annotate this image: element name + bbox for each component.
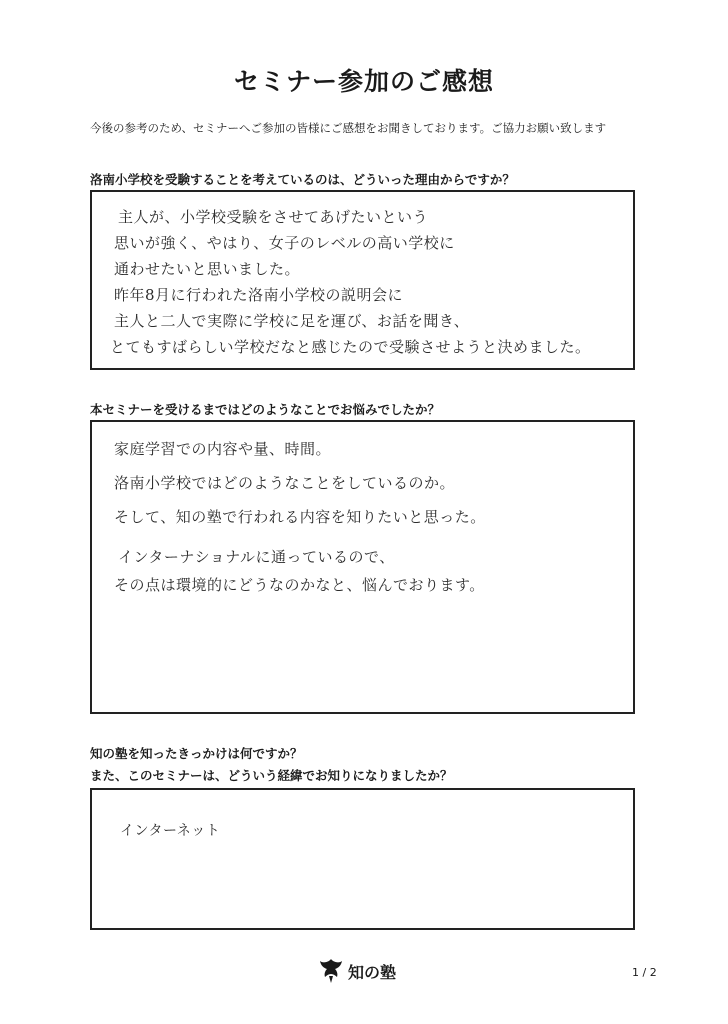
page-number: 1 / 2 <box>632 966 657 979</box>
answer-1-line-1: 主人が、小学校受験をさせてあげたいという <box>118 208 429 226</box>
answer-2-line-3: そして、知の塾で行われる内容を知りたいと思った。 <box>114 508 486 526</box>
logo-name: 知の塾 <box>348 962 397 982</box>
answer-2-line-4: インターナショナルに通っているので、 <box>118 548 395 566</box>
answer-1-line-5: 主人と二人で実際に学校に足を運び、お話を聞き、 <box>114 312 470 330</box>
answer-box-3[interactable] <box>90 788 635 930</box>
answer-1-line-4: 昨年8月に行われた洛南小学校の説明会に <box>114 286 404 304</box>
question-1-label: 洛南小学校を受験することを考えているのは、どういった理由からですか？ <box>90 172 515 187</box>
answer-2-line-2: 洛南小学校ではどのようなことをしているのか。 <box>114 474 456 492</box>
answer-1-line-3: 通わせたいと思いました。 <box>114 260 301 278</box>
answer-box-1[interactable] <box>90 190 635 370</box>
intro-text: 今後の参考のため、セミナーへご参加の皆様にご感想をお聞きしております。ご協力お願い致します <box>90 121 607 135</box>
bird-crest-icon <box>318 957 344 985</box>
answer-3-line-1: インターネット <box>120 823 221 839</box>
answer-2-line-1: 家庭学習での内容や量、時間。 <box>114 440 332 458</box>
page-title: セミナー参加のご感想 <box>233 67 494 96</box>
footer-logo <box>318 956 396 986</box>
answer-1-line-6: とてもすばらしい学校だなと感じたので受験させようと決めました。 <box>110 338 591 356</box>
answer-1-line-2: 思いが強く、やはり、女子のレベルの高い学校に <box>114 234 455 252</box>
question-3-label-2: また、このセミナーは、どういう経緯でお知りになりましたか？ <box>90 768 453 783</box>
answer-2-line-5: その点は環境的にどうなのかなと、悩んでおります。 <box>114 576 485 594</box>
question-3-label: 知の塾を知ったきっかけは何ですか？ <box>90 746 303 761</box>
question-2-label: 本セミナーを受けるまではどのようなことでお悩みでしたか？ <box>90 402 441 417</box>
answer-box-2[interactable] <box>90 420 635 714</box>
